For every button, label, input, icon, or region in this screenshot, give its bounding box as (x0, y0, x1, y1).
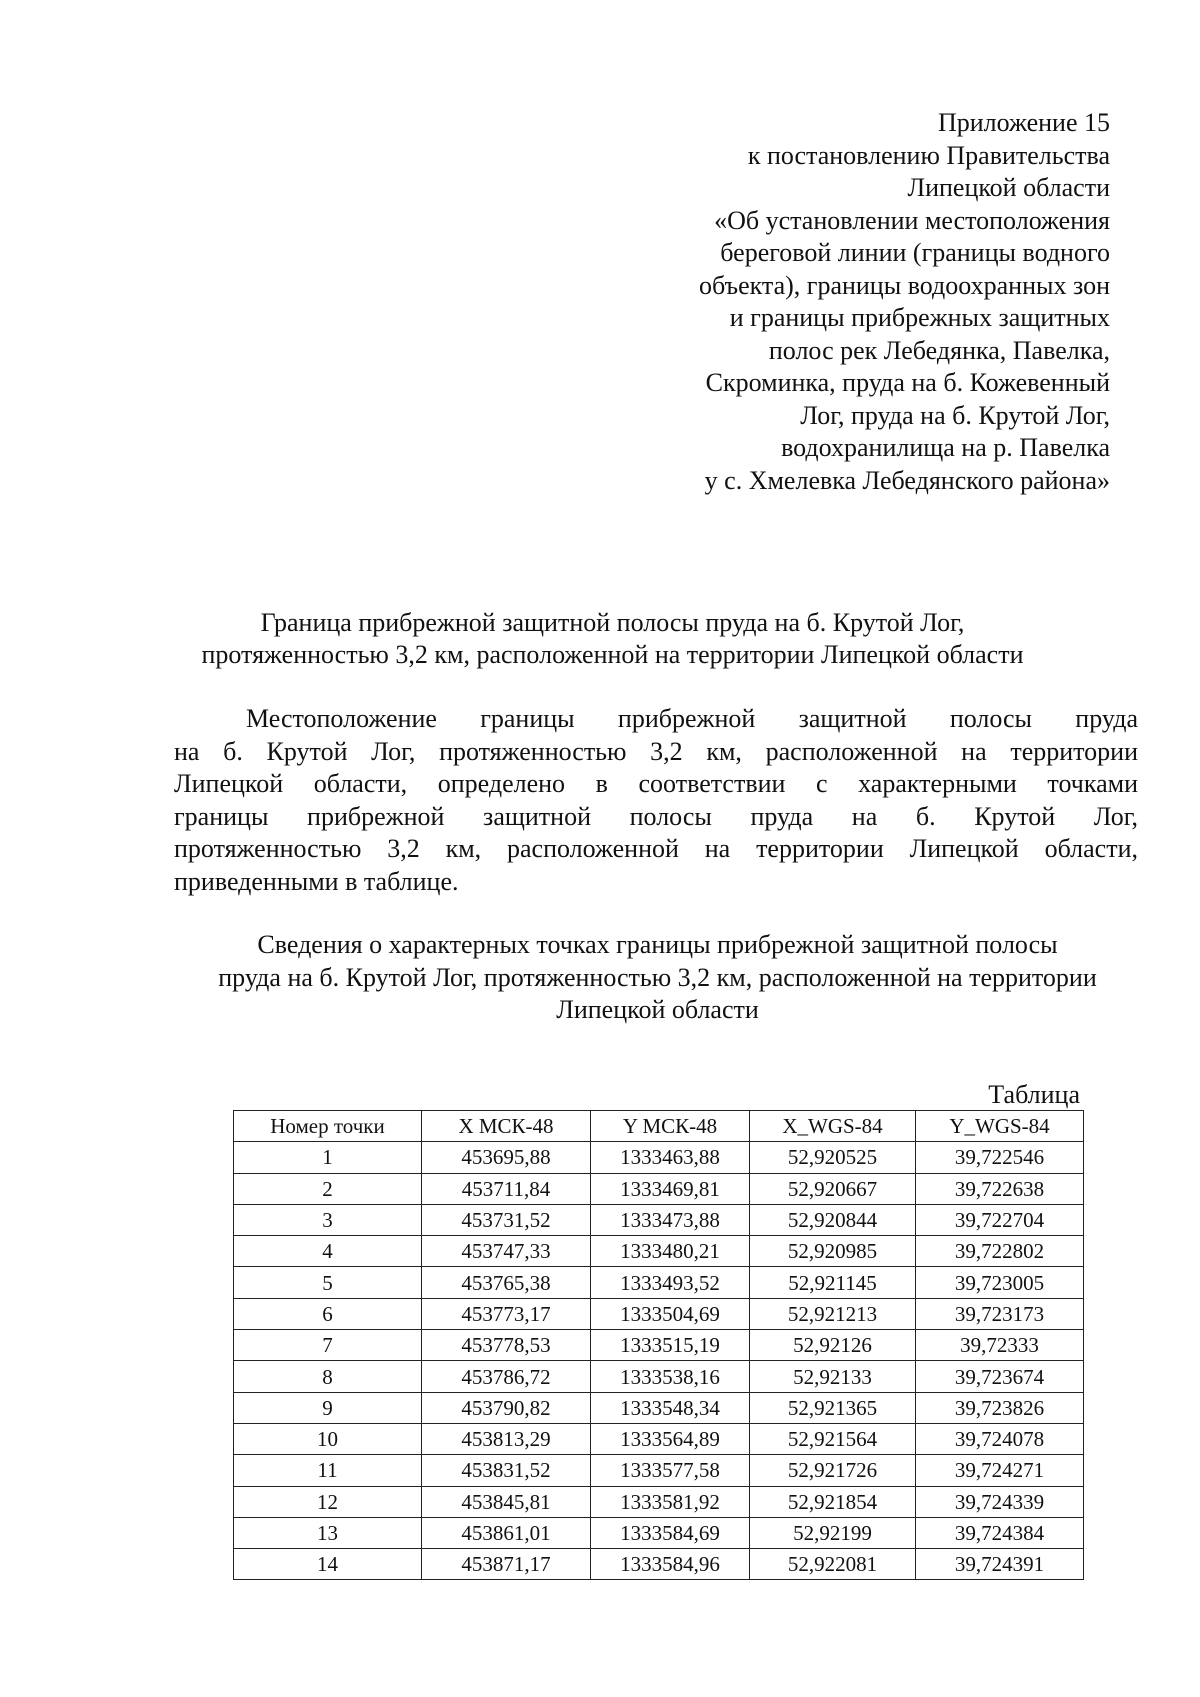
cell-y-msk48: 1333473,88 (591, 1204, 750, 1235)
cell-point-number: 6 (234, 1298, 422, 1329)
cell-x-wgs84: 52,922081 (750, 1549, 916, 1580)
cell-y-msk48: 1333515,19 (591, 1330, 750, 1361)
header-point-number: Номер точки (234, 1111, 422, 1142)
cell-x-msk48: 453831,52 (422, 1455, 591, 1486)
annex-line: и границы прибрежных защитных (729, 303, 1110, 332)
cell-x-msk48: 453845,81 (422, 1486, 591, 1517)
heading-line: протяженностью 3,2 км, расположенной на территории Липецкой области (201, 640, 1024, 669)
table-title-line: Липецкой области (556, 995, 759, 1024)
paragraph-line: протяженностью 3,2 км, расположенной на территории Липецкой области, (174, 834, 1138, 863)
cell-y-wgs84: 39,724271 (916, 1455, 1084, 1486)
cell-x-msk48: 453711,84 (422, 1173, 591, 1204)
cell-x-wgs84: 52,921854 (750, 1486, 916, 1517)
cell-x-msk48: 453765,38 (422, 1267, 591, 1298)
cell-x-msk48: 453813,29 (422, 1423, 591, 1454)
cell-point-number: 12 (234, 1486, 422, 1517)
header-x-wgs84: X_WGS-84 (750, 1111, 916, 1142)
cell-y-msk48: 1333577,58 (591, 1455, 750, 1486)
cell-x-msk48: 453747,33 (422, 1236, 591, 1267)
cell-point-number: 4 (234, 1236, 422, 1267)
table-body (234, 1142, 1084, 1580)
table-row (234, 1423, 1084, 1454)
cell-y-wgs84: 39,723173 (916, 1298, 1084, 1329)
table-row (234, 1392, 1084, 1423)
cell-x-msk48: 453695,88 (422, 1142, 591, 1173)
cell-point-number: 11 (234, 1455, 422, 1486)
cell-y-wgs84: 39,723826 (916, 1392, 1084, 1423)
cell-x-msk48: 453731,52 (422, 1204, 591, 1235)
cell-point-number: 5 (234, 1267, 422, 1298)
cell-y-wgs84: 39,72333 (916, 1330, 1084, 1361)
document-heading (160, 607, 1065, 671)
cell-x-wgs84: 52,920525 (750, 1142, 916, 1173)
header-y-wgs84: Y_WGS-84 (916, 1111, 1084, 1142)
paragraph-line: Липецкой области, определено в соответствии с характерными точками (174, 769, 1138, 798)
annex-line: полос рек Лебедянка, Павелка, (768, 335, 1110, 365)
cell-x-wgs84: 52,92199 (750, 1517, 916, 1548)
cell-y-msk48: 1333548,34 (591, 1392, 750, 1423)
cell-point-number: 7 (234, 1330, 422, 1361)
cell-y-msk48: 1333504,69 (591, 1298, 750, 1329)
annex-line: Лог, пруда на б. Крутой Лог, (800, 400, 1110, 430)
points-table (233, 1110, 1084, 1580)
cell-y-msk48: 1333469,81 (591, 1173, 750, 1204)
cell-y-msk48: 1333581,92 (591, 1486, 750, 1517)
cell-x-wgs84: 52,921145 (750, 1267, 916, 1298)
cell-x-wgs84: 52,921365 (750, 1392, 916, 1423)
header-y-msk48: Y МСК-48 (591, 1111, 750, 1142)
cell-x-wgs84: 52,92126 (750, 1330, 916, 1361)
annex-line: Приложение 15 (937, 108, 1110, 137)
table-row (234, 1267, 1084, 1298)
annex-line: Липецкой области (907, 173, 1110, 202)
cell-y-wgs84: 39,724391 (916, 1549, 1084, 1580)
table-row (234, 1549, 1084, 1580)
table-title-line: пруда на б. Крутой Лог, протяженностью 3,2 км, расположенной на территории (218, 962, 1097, 992)
cell-y-msk48: 1333493,52 (591, 1267, 750, 1298)
table-caption: Таблица (988, 1080, 1080, 1109)
table-row (234, 1455, 1084, 1486)
heading-line: Граница прибрежной защитной полосы пруда на б. Крутой Лог, (260, 608, 965, 637)
annex-line: водохранилища на р. Павелка (781, 433, 1110, 462)
cell-y-wgs84: 39,723674 (916, 1361, 1084, 1392)
table-row (234, 1517, 1084, 1548)
table-row (234, 1298, 1084, 1329)
body-paragraph (174, 703, 1138, 898)
cell-x-wgs84: 52,921564 (750, 1423, 916, 1454)
annex-line: к постановлению Правительства (747, 140, 1110, 170)
cell-point-number: 8 (234, 1361, 422, 1392)
cell-y-msk48: 1333538,16 (591, 1361, 750, 1392)
table-title-line: Сведения о характерных точках границы прибрежной защитной полосы (257, 930, 1058, 959)
paragraph-line: на б. Крутой Лог, протяженностью 3,2 км, расположенной на территории (174, 736, 1138, 766)
annex-line: «Об установлении местоположения (714, 205, 1110, 235)
table-row (234, 1361, 1084, 1392)
paragraph-line: Местоположение границы прибрежной защитной полосы пруда (246, 704, 1138, 733)
cell-y-wgs84: 39,722704 (916, 1204, 1084, 1235)
cell-y-msk48: 1333480,21 (591, 1236, 750, 1267)
cell-y-wgs84: 39,724384 (916, 1517, 1084, 1548)
cell-point-number: 9 (234, 1392, 422, 1423)
cell-y-msk48: 1333463,88 (591, 1142, 750, 1173)
cell-point-number: 3 (234, 1204, 422, 1235)
table-row (234, 1142, 1084, 1173)
cell-point-number: 10 (234, 1423, 422, 1454)
cell-y-wgs84: 39,722546 (916, 1142, 1084, 1173)
annex-line: береговой линии (границы водного (720, 238, 1110, 267)
cell-y-wgs84: 39,724339 (916, 1486, 1084, 1517)
cell-x-wgs84: 52,920667 (750, 1173, 916, 1204)
table-row (234, 1486, 1084, 1517)
cell-x-msk48: 453778,53 (422, 1330, 591, 1361)
table-row (234, 1236, 1084, 1267)
cell-point-number: 14 (234, 1549, 422, 1580)
cell-point-number: 2 (234, 1173, 422, 1204)
annex-line: объекта), границы водоохранных зон (699, 270, 1110, 300)
annex-line: у с. Хмелевка Лебедянского района» (704, 465, 1110, 495)
cell-x-msk48: 453786,72 (422, 1361, 591, 1392)
cell-x-msk48: 453790,82 (422, 1392, 591, 1423)
cell-x-wgs84: 52,920844 (750, 1204, 916, 1235)
table-row (234, 1204, 1084, 1235)
table-title (170, 929, 1145, 1027)
table-row (234, 1330, 1084, 1361)
cell-x-wgs84: 52,921726 (750, 1455, 916, 1486)
cell-x-wgs84: 52,92133 (750, 1361, 916, 1392)
table-header-row (234, 1111, 1084, 1142)
annex-header (590, 107, 1110, 497)
cell-y-msk48: 1333584,69 (591, 1517, 750, 1548)
cell-y-msk48: 1333564,89 (591, 1423, 750, 1454)
cell-x-msk48: 453871,17 (422, 1549, 591, 1580)
annex-line: Скроминка, пруда на б. Кожевенный (705, 368, 1110, 397)
cell-x-wgs84: 52,921213 (750, 1298, 916, 1329)
cell-y-msk48: 1333584,96 (591, 1549, 750, 1580)
cell-y-wgs84: 39,724078 (916, 1423, 1084, 1454)
cell-y-wgs84: 39,723005 (916, 1267, 1084, 1298)
cell-point-number: 13 (234, 1517, 422, 1548)
paragraph-line: приведенными в таблице. (174, 866, 459, 896)
cell-x-wgs84: 52,920985 (750, 1236, 916, 1267)
paragraph-line: границы прибрежной защитной полосы пруда на б. Крутой Лог, (174, 801, 1138, 831)
cell-y-wgs84: 39,722802 (916, 1236, 1084, 1267)
cell-x-msk48: 453861,01 (422, 1517, 591, 1548)
table-row (234, 1173, 1084, 1204)
cell-y-wgs84: 39,722638 (916, 1173, 1084, 1204)
header-x-msk48: X МСК-48 (422, 1111, 591, 1142)
cell-point-number: 1 (234, 1142, 422, 1173)
cell-x-msk48: 453773,17 (422, 1298, 591, 1329)
